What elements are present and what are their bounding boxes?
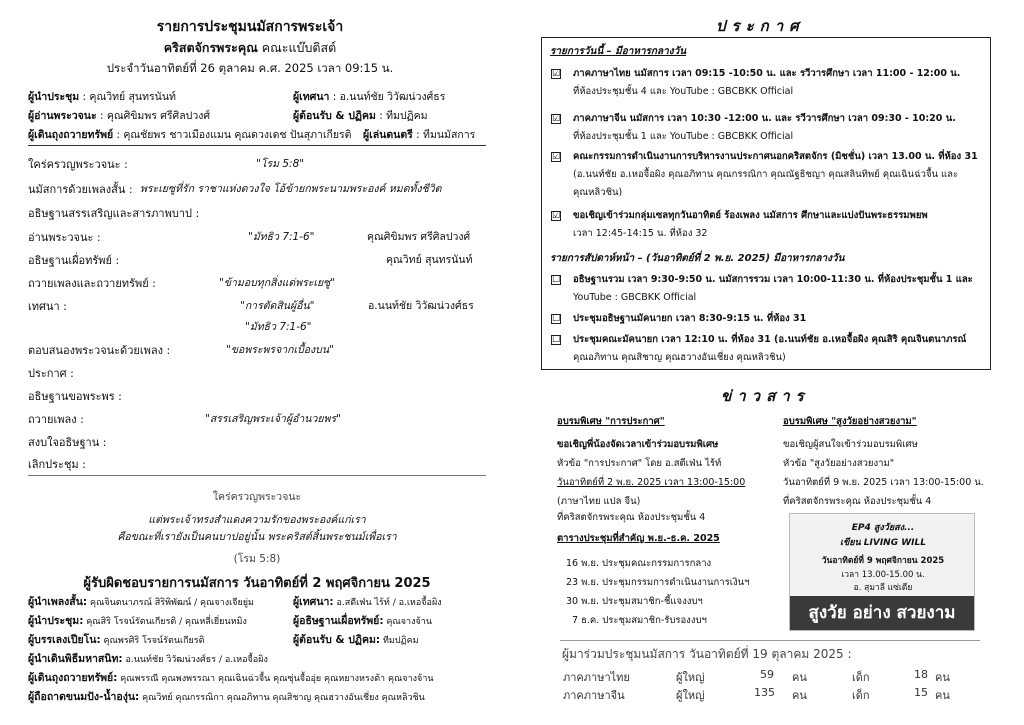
order-label: เทศนา : bbox=[28, 300, 67, 313]
schedule-heading: ตารางประชุมที่สำคัญ พ.ย.-ธ.ค. 2025 bbox=[557, 533, 720, 544]
banner-slogan: สูงวัย อย่าง สวยงาม bbox=[790, 596, 974, 630]
announce-item: ภาคภาษาจีน นมัสการ เวลา 10:30 -12:00 น. และ รวีวารศึกษา เวลา 09:30 - 10:20 น. ที่ห้องประชุมชั้น 1 และ YouTube : GBCBKK Official bbox=[573, 113, 956, 142]
attendance-child-label: เด็ก bbox=[852, 689, 870, 702]
attendance-adult-label: ผู้ใหญ่ bbox=[676, 671, 705, 684]
banner-line: อ. สุมาลี แซ่เตีย bbox=[853, 583, 913, 593]
verse-heading: ใคร่ครวญพระวจนะ bbox=[212, 491, 302, 503]
role-usher: ผู้ต้อนรับ & ปฏิคม : ทีมปฏิคม bbox=[293, 110, 428, 122]
order-person: คุณศิขิมพร ศรีศิลปวงศ์ bbox=[367, 231, 471, 243]
order-label: สงบใจอธิษฐาน : bbox=[28, 436, 107, 449]
order-value: "ข้ามอบทุกสิ่งแด่พระเยซู" bbox=[219, 277, 336, 289]
divider bbox=[28, 145, 486, 146]
order-value: "สรรเสริญพระเจ้าผู้อำนวยพร" bbox=[205, 413, 341, 425]
next-role: ผู้ถือถาดขนมปัง-น้ำองุ่น: คุณวิทย์ คุณกรรณิกา คุณอภิทาน คุณสิชาญ คุณฮวางอันเชี่ยง คุณหลิวชิน bbox=[28, 691, 425, 703]
attendance-adult: 59 bbox=[760, 668, 774, 681]
checkbox-empty: ☐ bbox=[552, 275, 561, 285]
checkbox-checked: ☑ bbox=[552, 211, 561, 221]
checkbox-empty: ☐ bbox=[552, 335, 561, 345]
attendance-child: 15 bbox=[914, 686, 928, 699]
role-preacher: ผู้เทศนา : อ.นนท์ชัย วิวัฒน่วงศ์ธร bbox=[293, 91, 446, 103]
banner-line: เขียน LIVING WILL bbox=[840, 538, 926, 548]
order-label: อธิษฐานขอพระพร : bbox=[28, 390, 122, 403]
training-line: ขอเชิญพี่น้องจัดเวลาเข้าร่วมอบรมพิเศษ bbox=[557, 439, 719, 450]
attendance-unit: คน bbox=[935, 671, 950, 684]
divider bbox=[28, 475, 486, 476]
attendance-group: ภาคภาษาไทย bbox=[563, 671, 630, 684]
announce-item: คณะกรรมการดำเนินงานการบริหารงานประกาศนอกคริสตจักร (มิชชั่น) เวลา 13.00 น. ที่ห้อง 31 (อ.นนท์ชัย อ.เหอจื้อผิง คุณอภิทาน คุณกรรณิกา คุณณัฐธิชญา คุณสลินทิพย์ คุณเฉินฉ่วจื้น และ คุณหลิวชิน) bbox=[573, 151, 978, 198]
attendance-unit: คน bbox=[792, 671, 807, 684]
attendance-child-label: เด็ก bbox=[852, 671, 870, 684]
order-label: อธิษฐานสรรเสริญและสารภาพบาป : bbox=[28, 207, 200, 220]
next-role: ผู้เทศนา: อ.สตีเฟ่น ไร้ท์ / อ.เหอจื้อผิง bbox=[293, 596, 442, 608]
banner-line: เวลา 13.00-15.00 น. bbox=[841, 570, 925, 580]
page-title: รายการประชุมนมัสการพระเจ้า bbox=[156, 19, 344, 35]
next-role: ผู้เดินถุงถวายทรัพย์: คุณพรรณี คุณพงพรรณา คุณเฉินฉ่วจื้น คุณซุ่นจื้ออุ่ย คุณหยางหรงต้า คุณจางจ้าน bbox=[28, 672, 434, 684]
training-line: วันอาทิตย์ที่ 2 พ.ย. 2025 เวลา 13:00-15:00 bbox=[557, 477, 746, 488]
order-label: อธิษฐานเผื่อทรัพย์ : bbox=[28, 254, 120, 267]
order-label: ตอบสนองพระวจนะด้วยเพลง : bbox=[28, 344, 171, 357]
order-label: ใคร่ครวญพระวจนะ : bbox=[28, 158, 128, 171]
training-line: ขอเชิญผู้สนใจเข้าร่วมอบรมพิเศษ bbox=[783, 439, 918, 450]
training-line: หัวข้อ "การประกาศ" โดย อ.สตีเฟ่น ไร้ท์ bbox=[557, 458, 722, 469]
next-role: ผู้บรรเลงเปียโน: คุณพรศิริ โรจน์รัตนเกียรติ bbox=[28, 634, 205, 646]
order-value: พระเยซูที่รัก ราชาแห่งดวงใจ โอ้ข้ายกพระนามพระองค์ หมดทั้งชีวิต bbox=[140, 183, 442, 195]
verse-ref: (โรม 5:8) bbox=[233, 553, 281, 565]
announce-item: ประชุมอธิษฐานมัคนายก เวลา 8:30-9:15 น. ที่ห้อง 31 bbox=[573, 313, 807, 324]
order-value: "มัทธิว 7:1-6" bbox=[245, 321, 312, 333]
attendance-child: 18 bbox=[914, 668, 928, 681]
next-role: ผู้ต้อนรับ & ปฏิคม: ทีมปฏิคม bbox=[293, 634, 419, 646]
order-person: อ.นนท์ชัย วิวัฒน่วงศ์ธร bbox=[368, 300, 474, 312]
next-role: ผู้นำเดินพิธีมหาสนิท: อ.นนท์ชัย วิวัฒน่วงศ์ธร / อ.เหอจื้อผิง bbox=[28, 653, 268, 665]
schedule-item: 23 พ.ย. ประชุมกรรมการดำเนินงานการเงินฯ bbox=[566, 577, 750, 588]
checkbox-checked: ☑ bbox=[552, 69, 561, 79]
order-label: เลิกประชุม : bbox=[28, 458, 86, 471]
next-week-heading: รายการสัปดาห์หน้า – (วันอาทิตย์ที่ 2 พ.ย. 2025) มีอาหารกลางวัน bbox=[550, 253, 845, 264]
next-role: ผู้นำประชุม: คุณสิริ โรจน์รัตนเกียรติ / คุณหลี่เยี่ยนหมิง bbox=[28, 615, 247, 627]
attendance-adult-label: ผู้ใหญ่ bbox=[676, 689, 705, 702]
training-heading: อบรมพิเศษ "การประกาศ" bbox=[557, 416, 665, 427]
announce-item: ขอเชิญเข้าร่วมกลุ่มเซลทุกวันอาทิตย์ ร้องเพลง นมัสการ ศึกษาและแบ่งปันพระธรรมพยพ เวลา 12:45-14:15 น. ที่ห้อง 32 bbox=[573, 210, 928, 239]
training-line: ที่คริสตจักรพระคุณ ห้องประชุมชั้น 4 bbox=[557, 512, 706, 523]
announce-title: ประกาศ bbox=[716, 17, 805, 35]
attendance-title: ผู้มาร่วมประชุมนมัสการ วันอาทิตย์ที่ 19 ตุลาคม 2025 : bbox=[562, 647, 852, 661]
service-date: ประจำวันอาทิตย์ที่ 26 ตุลาคม ค.ศ. 2025 เวลา 09:15 น. bbox=[106, 61, 394, 75]
order-value: "ขอพระพรจากเบื้องบน" bbox=[226, 344, 334, 356]
next-role: ผู้นำเพลงสั้น: คุณจินตนาภรณ์ สิริพิพัฒน์ / คุณจางเจียยู่ม bbox=[28, 596, 254, 608]
checkbox-checked: ☑ bbox=[552, 152, 561, 162]
church-name: คริสตจักรพระคุณ คณะแบ๊บติสต์ bbox=[163, 40, 337, 55]
training-line: หัวข้อ "สูงวัยอย่างสวยงาม" bbox=[783, 458, 895, 469]
order-value: "การตัดสินผู้อื่น" bbox=[240, 300, 315, 312]
training-line: ที่คริสตจักรพระคุณ ห้องประชุมชั้น 4 bbox=[783, 496, 932, 507]
banner-line: วันอาทิตย์ที่ 9 พฤศจิกายน 2025 bbox=[821, 556, 945, 566]
verse-line: คือขณะที่เรายังเป็นคนบาปอยู่นั้น พระคริสต์สิ้นพระชนม์เพื่อเรา bbox=[117, 531, 397, 543]
attendance-unit: คน bbox=[935, 689, 950, 702]
schedule-item: 7 ธ.ค. ประชุมสมาชิก-รับรองงบฯ bbox=[572, 615, 707, 626]
checkbox-empty: ☐ bbox=[552, 314, 561, 324]
announce-item: ประชุมคณะมัคนายก เวลา 12:10 น. ที่ห้อง 31 (อ.นนท์ชัย อ.เหอจื้อผิง คุณสิริ คุณจินตนาภรณ์ คุณอภิทาน คุณสิชาญ คุณฮวางอันเชี่ยง คุณหลิวชิน) bbox=[573, 334, 967, 363]
next-week-title: ผู้รับผิดชอบรายการนมัสการ วันอาทิตย์ที่ 2 พฤศจิกายน 2025 bbox=[83, 576, 431, 591]
order-label: ถวายเพลงและถวายทรัพย์ : bbox=[28, 277, 156, 290]
announce-item: อธิษฐานรวม เวลา 9:30-9:50 น. นมัสการรวม เวลา 10:00-11:30 น. ที่ห้องประชุมชั้น 1 และ YouTube : GBCBKK Official bbox=[573, 274, 973, 303]
role-reader: ผู้อ่านพระวจนะ : คุณศิขิมพร ศรีศิลปวงศ์ bbox=[28, 110, 211, 122]
role-offering: ผู้เดินถุงถวายทรัพย์ : คุณชัยพร ชาวเมืองแมน คุณดวงเดช ปันสุภาเกียรติ bbox=[28, 129, 352, 141]
announce-item: ภาคภาษาไทย นมัสการ เวลา 09:15 -10:50 น. และ รวีวารศึกษา เวลา 11:00 - 12:00 น. ที่ห้องประชุมชั้น 4 และ YouTube : GBCBKK Official bbox=[573, 68, 961, 97]
training-line: (ภาษาไทย แปล จีน) bbox=[557, 496, 641, 507]
order-value: "โรม 5:8" bbox=[256, 158, 305, 170]
news-title: ข่าวสาร bbox=[721, 387, 810, 405]
order-label: นมัสการด้วยเพลงสั้น : bbox=[28, 183, 133, 196]
order-person: คุณวิทย์ สุนทรนันท์ bbox=[386, 254, 473, 266]
checkbox-checked: ☑ bbox=[552, 114, 561, 124]
training-heading: อบรมพิเศษ "สูงวัยอย่างสวยงาม" bbox=[783, 416, 917, 427]
role-leader: ผู้นำประชุม : คุณวิทย์ สุนทรนันท์ bbox=[28, 91, 176, 103]
event-banner bbox=[789, 513, 975, 631]
verse-line: แต่พระเจ้าทรงสำแดงความรักของพระองค์แก่เรา bbox=[148, 514, 366, 526]
order-label: ถวายเพลง : bbox=[28, 413, 84, 426]
banner-line: EP4 สูงวัยสง... bbox=[851, 523, 915, 533]
schedule-item: 30 พ.ย. ประชุมสมาชิก-ชี้แจงงบฯ bbox=[566, 596, 703, 607]
attendance-unit: คน bbox=[792, 689, 807, 702]
next-role: ผู้อธิษฐานเผื่อทรัพย์: คุณจางจ้าน bbox=[293, 615, 432, 627]
schedule-item: 16 พ.ย. ประชุมคณะกรรมการกลาง bbox=[566, 558, 712, 569]
role-music: ผู้เล่นดนตรี : ทีมนมัสการ bbox=[363, 129, 476, 141]
order-label: ประกาศ : bbox=[28, 367, 74, 380]
today-heading: รายการวันนี้ – มีอาหารกลางวัน bbox=[550, 46, 687, 57]
training-line: วันอาทิตย์ที่ 9 พ.ย. 2025 เวลา 13:00-15:00 น. bbox=[783, 477, 984, 488]
divider bbox=[560, 640, 980, 641]
order-value: "มัทธิว 7:1-6" bbox=[248, 231, 315, 243]
attendance-adult: 135 bbox=[754, 686, 775, 699]
attendance-group: ภาคภาษาจีน bbox=[563, 689, 625, 702]
order-label: อ่านพระวจนะ : bbox=[28, 231, 101, 244]
